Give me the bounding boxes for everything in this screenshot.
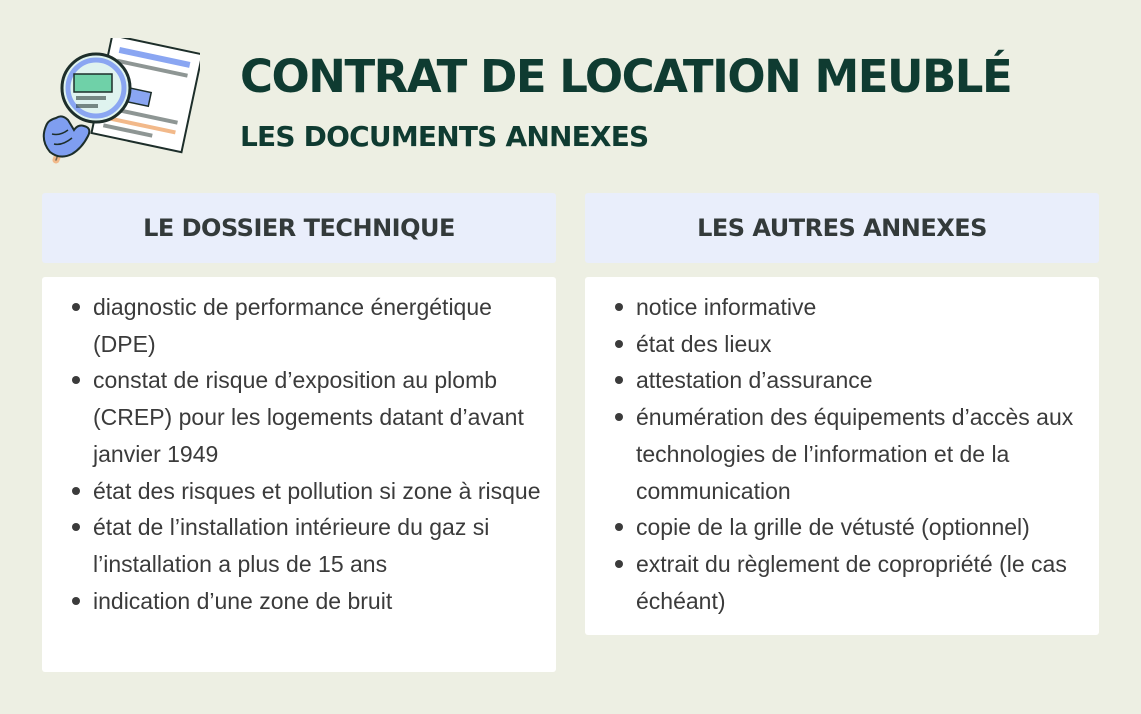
list-item: énumération des équipements d’accès aux technologies de l’information et de la communication bbox=[615, 399, 1085, 509]
list-item: extrait du règlement de copropriété (le cas échéant) bbox=[615, 546, 1085, 619]
list-item: état des lieux bbox=[615, 326, 1085, 363]
autres-annexes-list bbox=[615, 289, 1085, 619]
autres-annexes-list-box bbox=[585, 277, 1099, 635]
list-item: diagnostic de performance énergétique (DPE) bbox=[72, 289, 542, 362]
list-item: indication d’une zone de bruit bbox=[72, 583, 542, 620]
list-item: notice informative bbox=[615, 289, 1085, 326]
dossier-technique-list-box bbox=[42, 277, 556, 672]
page-title: CONTRAT DE LOCATION MEUBLÉ bbox=[240, 50, 1012, 103]
column-heading-dossier-technique: LE DOSSIER TECHNIQUE bbox=[42, 193, 556, 263]
list-item: constat de risque d’exposition au plomb (CREP) pour les logements datant d’avant janvier 1949 bbox=[72, 362, 542, 472]
dossier-technique-list bbox=[72, 289, 542, 619]
column-heading-autres-annexes: LES AUTRES ANNEXES bbox=[585, 193, 1099, 263]
page-subtitle: LES DOCUMENTS ANNEXES bbox=[240, 120, 649, 153]
list-item: état des risques et pollution si zone à risque bbox=[72, 473, 542, 510]
magnifier-document-icon bbox=[38, 38, 200, 166]
list-item: attestation d’assurance bbox=[615, 362, 1085, 399]
list-item: état de l’installation intérieure du gaz si l’installation a plus de 15 ans bbox=[72, 509, 542, 582]
list-item: copie de la grille de vétusté (optionnel) bbox=[615, 509, 1085, 546]
